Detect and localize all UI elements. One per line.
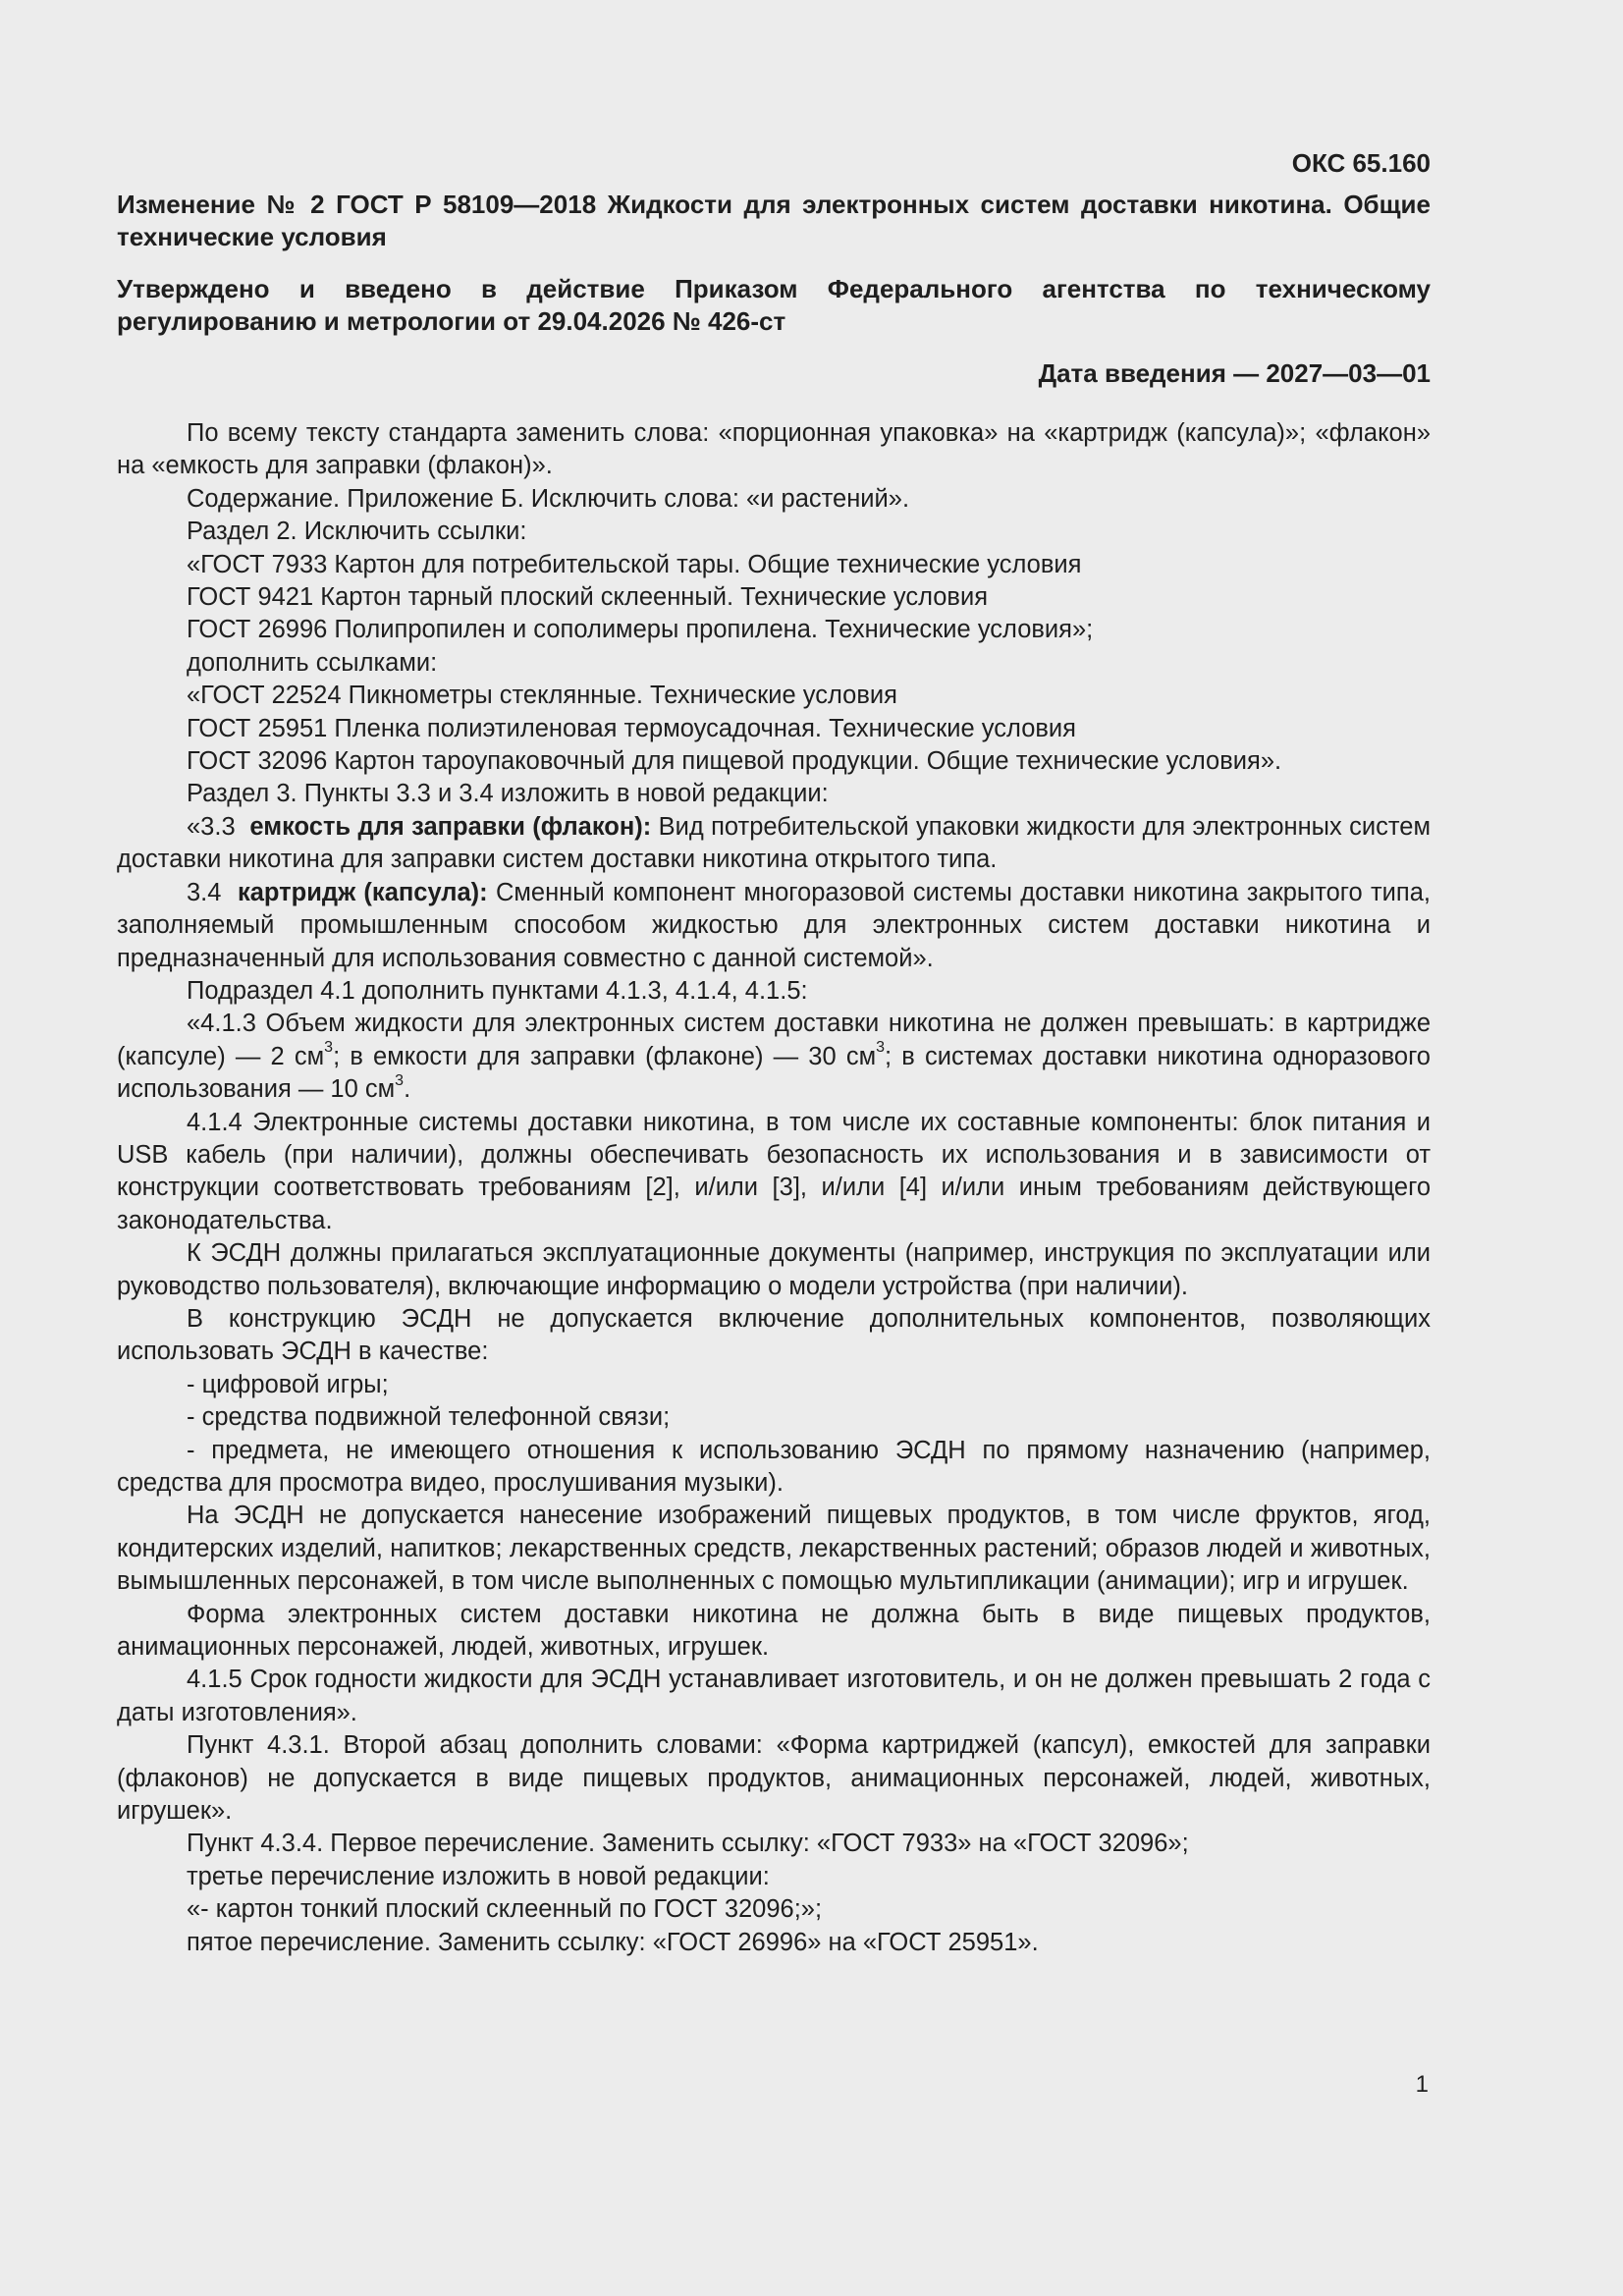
clause-4-1-4: 4.1.4 Электронные системы доставки никотина, в том числе их составные компоненты: блок питания и USB кабель (при наличии), должны обеспечивать безопасность их использования и в зависимости от конструкции соответствовать требованиям [2], и/или [3], и/или [4] и/или иным требованиям действующего законодательства. xyxy=(117,1108,1431,1234)
paragraph: «- картон тонкий плоский склеенный по ГОСТ 32096;»; xyxy=(187,1895,823,1924)
reference-line: ГОСТ 26996 Полипропилен и сополимеры пропилена. Технические условия»; xyxy=(187,616,1094,644)
document-body xyxy=(117,417,1431,1959)
clause-text: ; в емкости для заправки (флаконе) — 30 см xyxy=(333,1042,877,1070)
paragraph: Содержание. Приложение Б. Исключить слова: «и растений». xyxy=(187,484,910,513)
list-item: - средства подвижной телефонной связи; xyxy=(187,1403,671,1432)
list-item: - предмета, не имеющего отношения к использованию ЭСДН по прямому назначению (например, средства для просмотра видео, прослушивания музыки). xyxy=(117,1436,1431,1497)
definition-number: 3.4 xyxy=(187,878,222,906)
paragraph: На ЭСДН не допускается нанесение изображений пищевых продуктов, в том числе фруктов, ягод, кондитерских изделий, напитков; лекарственных средств, лекарственных растений; образов людей и животных, вымышленных персонажей, в том числе выполненных с помощью мультипликации (анимации); игр и игрушек. xyxy=(117,1502,1431,1596)
clause-text: «4.1.3 Объем жидкости для электронных систем доставки никотина не должен превышать: в картридже (капсуле) — 2 см xyxy=(117,1010,1431,1070)
definition-text: Вид потребительской упаковки жидкости для электронных систем доставки никотина для заправки систем доставки никотина открытого типа. xyxy=(117,812,1431,874)
paragraph: По всему тексту стандарта заменить слова: «порционная упаковка» на «картридж (капсула)»; «флакон» на «емкость для заправки (флакон)». xyxy=(117,419,1431,480)
list-item: - цифровой игры; xyxy=(187,1370,389,1398)
document-title: Изменение № 2 ГОСТ Р 58109—2018 Жидкости для электронных систем доставки никотина. Общие технические условия xyxy=(117,190,1431,251)
clause-text: . xyxy=(404,1075,411,1104)
introduction-date: Дата введения — 2027—03—01 xyxy=(1038,358,1431,388)
clause-4-1-3 xyxy=(117,1008,1431,1106)
reference-line: ГОСТ 25951 Пленка полиэтиленовая термоусадочная. Технические условия xyxy=(187,714,1076,742)
paragraph: Пункт 4.3.4. Первое перечисление. Заменить ссылку: «ГОСТ 7933» на «ГОСТ 32096»; xyxy=(187,1830,1189,1858)
definition-3-4 xyxy=(117,877,1431,975)
clause-4-1-5: 4.1.5 Срок годности жидкости для ЭСДН устанавливает изготовитель, и он не должен превышать 2 года с даты изготовления». xyxy=(117,1666,1431,1726)
definition-3-3 xyxy=(117,811,1431,877)
page-number: 1 xyxy=(1415,2071,1429,2098)
oks-code: ОКС 65.160 xyxy=(1291,148,1431,178)
definition-text: Сменный компонент многоразовой системы доставки никотина закрытого типа, заполняемый промышленным способом жидкостью для электронных систем доставки никотина и предназначенный для использования совместно с данной системой». xyxy=(117,878,1431,972)
paragraph: пятое перечисление. Заменить ссылку: «ГОСТ 26996» на «ГОСТ 25951». xyxy=(187,1928,1039,1956)
paragraph: В конструкцию ЭСДН не допускается включение дополнительных компонентов, позволяющих использовать ЭСДН в качестве: xyxy=(117,1304,1431,1366)
paragraph: Подраздел 4.1 дополнить пунктами 4.1.3, 4.1.4, 4.1.5: xyxy=(187,976,808,1005)
superscript: 3 xyxy=(876,1039,886,1057)
reference-line: ГОСТ 32096 Картон тароупаковочный для пищевой продукции. Общие технические условия». xyxy=(187,747,1282,776)
paragraph: третье перечисление изложить в новой редакции: xyxy=(187,1862,770,1890)
definition-number: «3.3 xyxy=(187,812,236,841)
reference-line: «ГОСТ 7933 Картон для потребительской тары. Общие технические условия xyxy=(187,550,1082,578)
superscript: 3 xyxy=(395,1071,405,1089)
reference-line: дополнить ссылками: xyxy=(187,648,438,677)
definition-term: картридж (капсула): xyxy=(237,878,488,906)
superscript: 3 xyxy=(324,1039,334,1057)
definition-term: емкость для заправки (флакон): xyxy=(249,812,652,841)
paragraph: К ЭСДН должны прилагаться эксплуатационные документы (например, инструкция по эксплуатации или руководство пользователя), включающие информацию о модели устройства (при наличии). xyxy=(117,1239,1431,1300)
paragraph: Раздел 3. Пункты 3.3 и 3.4 изложить в новой редакции: xyxy=(187,780,829,808)
paragraph: Пункт 4.3.1. Второй абзац дополнить словами: «Форма картриджей (капсул), емкостей для заправки (флаконов) не допускается в виде пищевых продуктов, анимационных персонажей, людей, животных, игрушек». xyxy=(117,1731,1431,1826)
reference-line: ГОСТ 9421 Картон тарный плоский склеенный. Технические условия xyxy=(187,583,989,612)
approval-statement: Утверждено и введено в действие Приказом Федерального агентства по техническому регулированию и метрологии от 29.04.2026 № 426-ст xyxy=(117,274,1431,336)
reference-line: «ГОСТ 22524 Пикнометры стеклянные. Технические условия xyxy=(187,682,897,710)
paragraph: Форма электронных систем доставки никотина не должна быть в виде пищевых продуктов, анимационных персонажей, людей, животных, игрушек. xyxy=(117,1600,1431,1662)
clause-text: ; в системах доставки никотина одноразового использования — 10 см xyxy=(117,1042,1431,1104)
paragraph: Раздел 2. Исключить ссылки: xyxy=(187,518,527,546)
